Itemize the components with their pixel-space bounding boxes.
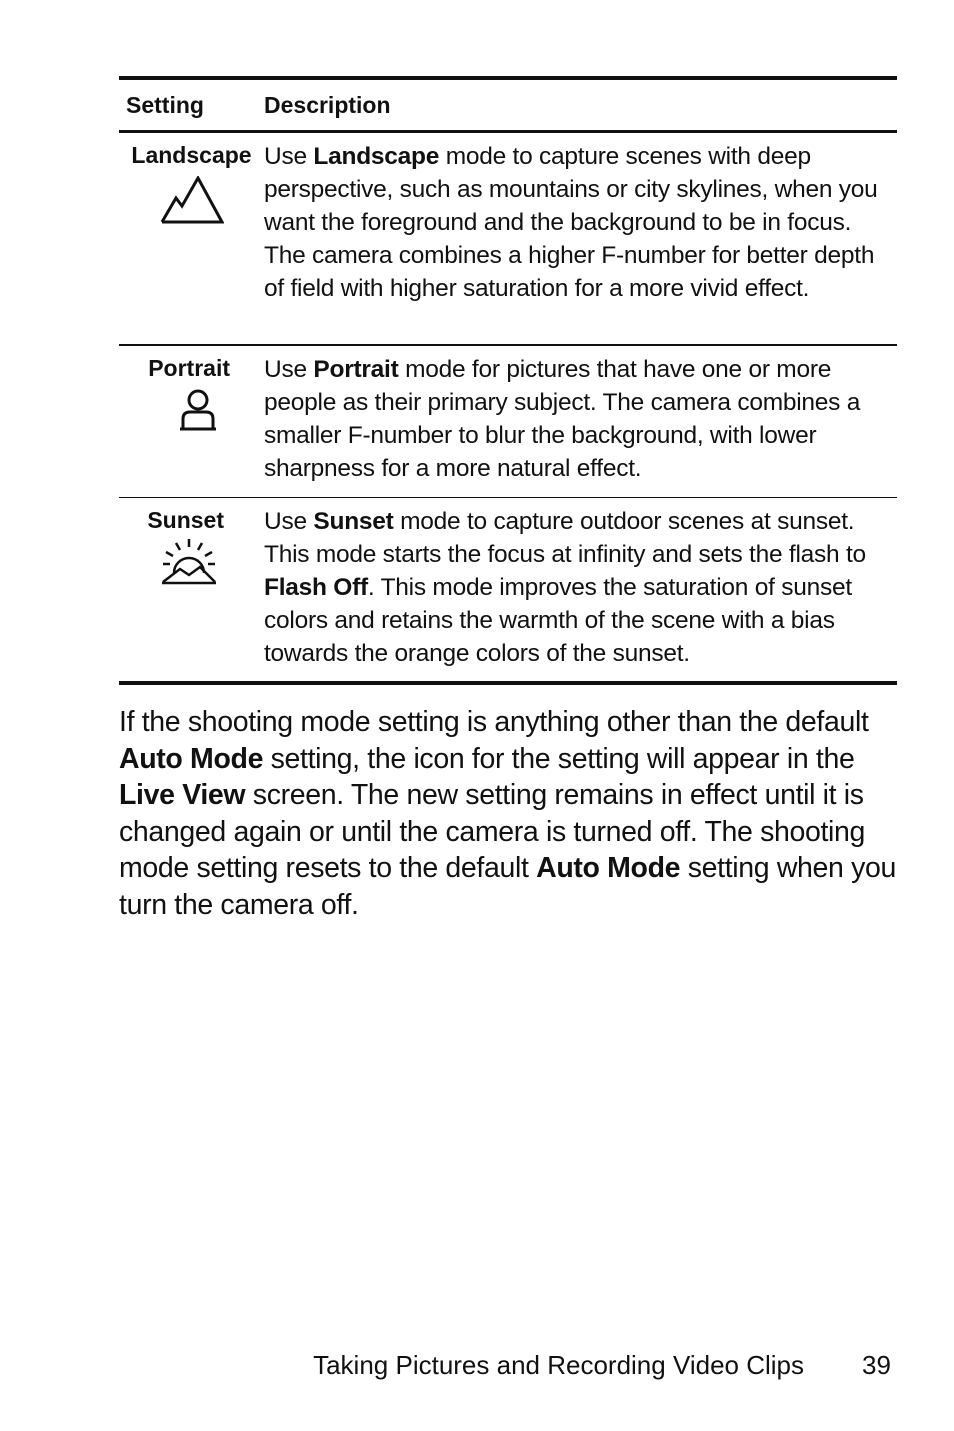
header-setting: Setting <box>126 91 204 118</box>
setting-label-portrait: Portrait <box>148 354 230 381</box>
setting-label-landscape: Landscape <box>131 142 252 168</box>
header-description: Description <box>264 91 391 118</box>
table-bottom-rule <box>119 681 897 685</box>
portrait-icon <box>178 389 218 433</box>
table-row-sunset <box>119 498 897 681</box>
setting-cell <box>119 505 264 585</box>
page-number: 39 <box>862 1350 891 1380</box>
description-portrait: Use Portrait mode for pictures that have one or more people as their primary subject. The camera combines a smaller F-number to blur the background, with lower sharpness for a more natural effect. <box>264 355 861 482</box>
setting-label-sunset: Sunset <box>147 507 224 533</box>
sunset-icon <box>160 537 218 585</box>
landscape-icon <box>160 176 224 226</box>
table-row-landscape <box>119 133 897 344</box>
chapter-title: Taking Pictures and Recording Video Clips <box>313 1350 804 1380</box>
table-row-portrait <box>119 346 897 497</box>
description-sunset: Use Sunset mode to capture outdoor scenes at sunset. This mode starts the focus at infinity and sets the flash to Flash Off. This mode improves the saturation of sunset colors and retains the warmth of the scene with a bias towards the orange colors of the sunset. <box>264 508 866 667</box>
description-landscape: Use Landscape mode to capture scenes with deep perspective, such as mountains or city skylines, when you want the foreground and the background to be in focus. The camera combines a higher F-number for better depth of field with higher saturation for a more vivid effect. <box>264 143 878 302</box>
setting-cell <box>119 140 264 226</box>
shooting-mode-paragraph: If the shooting mode setting is anything other than the default Auto Mode setting, the icon for the setting will appear in the Live View screen. The new setting remains in effect until it is changed again or until the camera is turned off. The shooting mode setting resets to the default Auto Mode setting when you turn the camera off. <box>119 706 897 921</box>
shooting-modes-table <box>119 76 897 685</box>
setting-cell <box>119 353 264 433</box>
table-header-row <box>119 80 897 130</box>
